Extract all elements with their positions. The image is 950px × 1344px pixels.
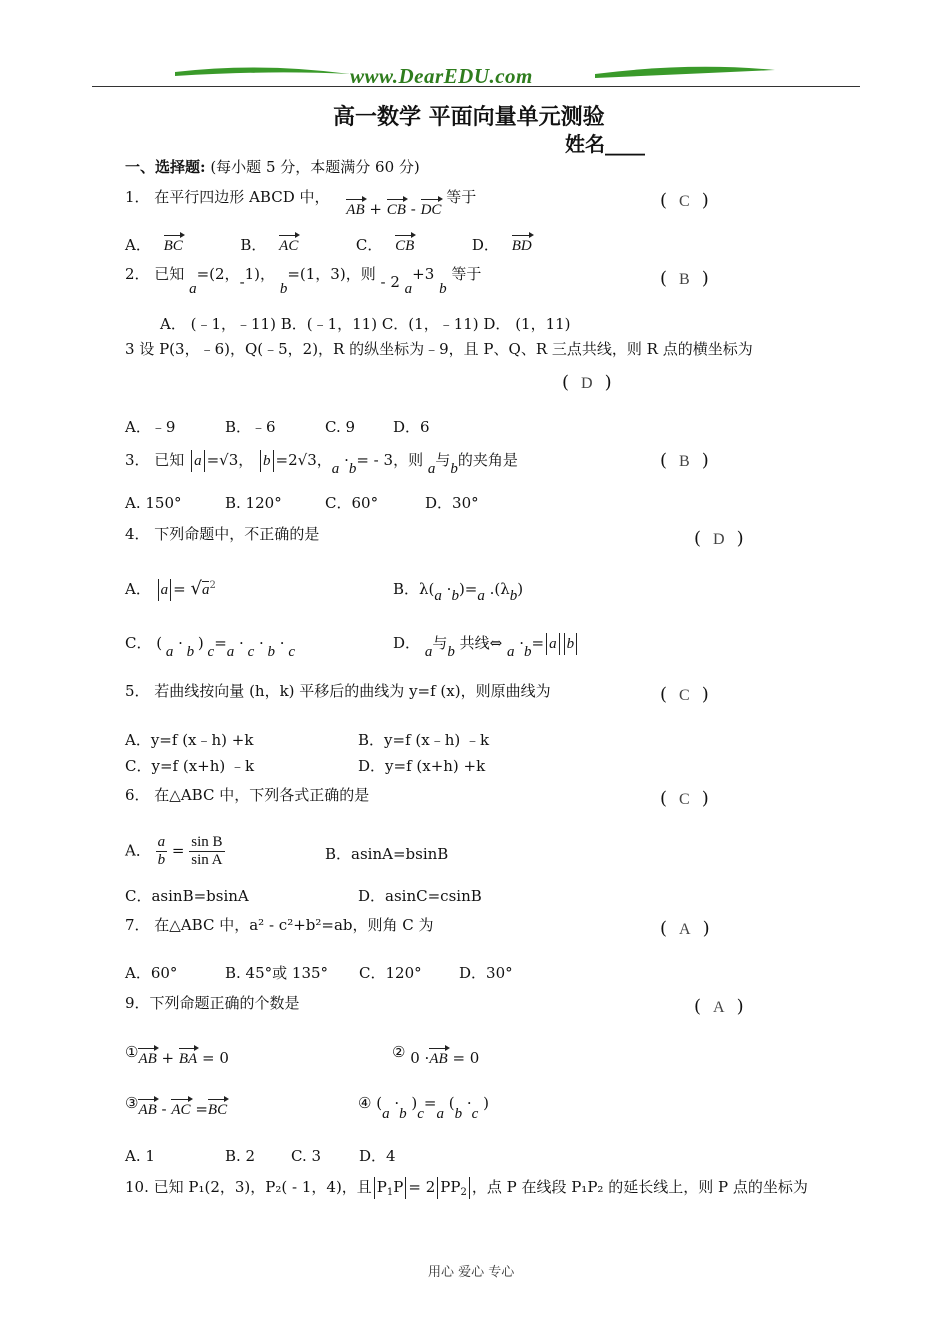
question-1: 1． 在平行四边形 ABCD 中， AB + CB - DC 等于 [125,188,477,218]
answer-5: ( C ) [660,684,709,705]
question-2: 2． 已知 a=(2，-1)， b=(1，3)，则 - 2 a+3 b 等于 [125,265,482,297]
question-10: 10. 已知 P₁(2，3)，P₂( - 1，4)，且 $P_1P = 2$ $PP_2$ ，点 P 在线段 P₁P₂ 的延长线上，则 P 点的坐标为 [125,1178,808,1198]
option-5b: B．y=f (x﹣h) ﹣k [358,731,490,749]
option-c-vector: CB [395,238,415,254]
option-a-vector: BC [163,238,183,254]
option-6c: C．asinB=bsinA [125,887,249,905]
option-4d: D． a与b 共线⇔ a ·b= a b [393,632,579,661]
options-9: A. 1 B. 2 C. 3 D．4 [125,1147,396,1165]
question-9: 9．下列命题正确的个数是 [125,994,300,1012]
option-6d: D．asinC=csinB [358,887,482,905]
section-header [125,156,420,177]
question-5: 5． 若曲线按向量 (h，k) 平移后的曲线为 y=f (x)，则原曲线为 [125,682,551,700]
page-title: 高一数学 平面向量单元测验 [333,104,605,130]
answer-6: ( C ) [660,788,709,809]
question-6: 6． 在△ABC 中，下列各式正确的是 [125,786,370,804]
answer-1: ( C ) [660,190,709,211]
option-4b: B．λ(a ·b)=a .(λb) [393,580,524,604]
option-5d: D．y=f (x+h) +k [358,757,486,775]
option-d-vector: BD [511,238,532,254]
options-7: A．60° B. 45°或 135° C．120° D．30° [125,964,513,982]
answer-3a: ( D ) [562,372,612,393]
answer-9: ( A ) [694,996,744,1017]
question-4: 4． 下列命题中，不正确的是 [125,525,320,543]
option-4c: C． ( a · b ) c=a · c · b · c [125,634,295,660]
options-1: A． BC B． AC C． CB D． BD [125,236,532,254]
options-3b: A. 150° B. 120° C．60° D．30° [125,494,479,512]
question-3b: 3． 已知 a =√3， b =2√3，a ·b= - 3，则 a与b的夹角是 [125,451,518,477]
statement-9-4: ④ (a ·b )c=a (b ·c ) [358,1094,489,1122]
question-3a: 3 设 P(3，﹣6)，Q(﹣5，2)，R 的纵坐标为﹣9，且 P、Q、R 三点共线，则 R 点的横坐标为 [125,340,753,358]
statement-9-1: ①AB + BA = 0 [125,1043,229,1067]
option-4a: A． $a = √a^2$ [125,578,216,599]
option-5a: A．y=f (x﹣h) +k [125,731,254,749]
option-6a: A． $\frac{a}{b}$ = $\frac{\text{sin B}}{\text{sin A}}$ [125,834,223,868]
fraction-sin: $\frac{\text{sin B}}{\text{sin A}}$ [191,834,223,868]
page-footer: 用心 爱心 专心 [428,1265,515,1280]
option-6b: B．asinA=bsinB [325,845,449,863]
logo-text: www.DearEDU.com [350,64,533,88]
section-note: (每小题 5 分，本题满分 60 分) [210,158,420,176]
option-5c: C．y=f (x+h) ﹣k [125,757,255,775]
statement-9-3: ③AB - AC =BC [125,1094,228,1118]
options-2: A． (﹣1，﹣11) B．(﹣1，11) C．(1，﹣11) D． (1，11) [160,315,571,333]
options-3a: A．﹣9 B．﹣6 C. 9 D．6 [125,418,430,436]
answer-2: ( B ) [660,268,709,289]
fraction-a-b: $\frac{a}{b}$ [157,834,166,868]
name-label: 姓名____ [565,132,645,156]
option-b-vector: AC [279,238,299,254]
question-7: 7． 在△ABC 中，a² - c²+b²=ab，则角 C 为 [125,916,434,934]
vector-ab: AB [346,202,365,218]
section-label: 一、选择题: [125,158,206,176]
answer-3b: ( B ) [660,450,709,471]
statement-9-2: ② 0 ·AB = 0 [392,1043,480,1067]
vector-cb: CB [386,202,406,218]
answer-4: ( D ) [694,528,744,549]
answer-7: ( A ) [660,918,710,939]
vector-dc: DC [420,202,442,218]
